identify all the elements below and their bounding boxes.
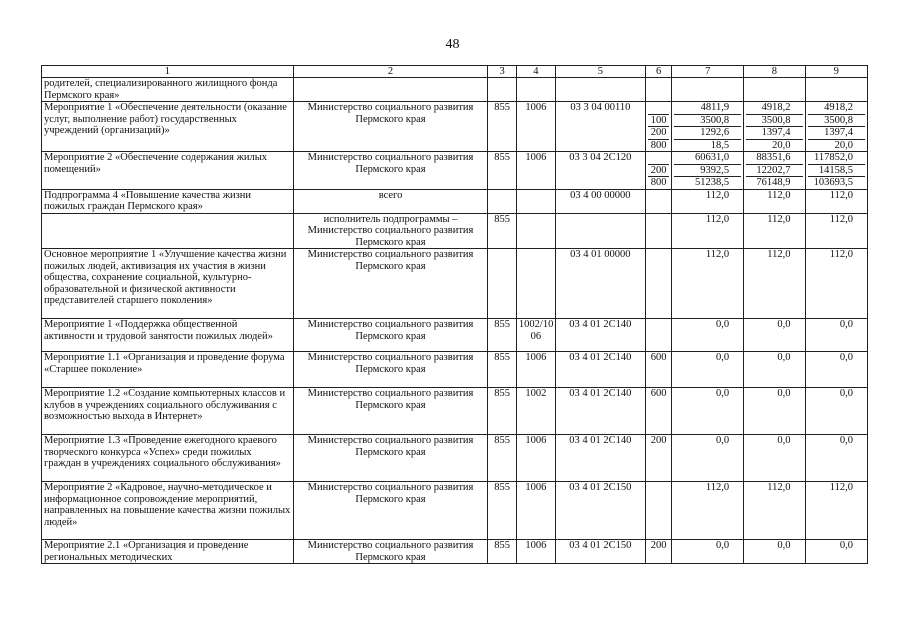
value-line: 3500,8 <box>746 114 802 127</box>
value-line: 103693,5 <box>808 176 865 189</box>
target-article-cell: 03 4 01 2С150 <box>555 482 645 540</box>
value-2019-cell <box>744 388 805 435</box>
value-line <box>648 78 670 90</box>
executor-cell: Министерство социального развития Пермского края <box>293 152 487 190</box>
value-line: 0,0 <box>715 319 730 330</box>
value-line: 112,0 <box>829 189 853 201</box>
activity-name-cell: Мероприятие 1.3 «Проведение ежегодного краевого творческого конкурса «Успех» среди пожилых граждан в учреждениях социального обслуживания» <box>42 435 294 482</box>
value-line: 0,0 <box>839 435 853 446</box>
table-row <box>42 152 868 190</box>
section-code-cell: 1006 <box>516 102 555 152</box>
table-body <box>42 78 868 564</box>
header-cell: 8 <box>744 66 805 78</box>
value-line: 600 <box>650 352 667 363</box>
value-line: 117852,0 <box>814 152 853 163</box>
expense-type-cell <box>645 482 672 540</box>
value-2020-cell <box>805 388 867 435</box>
grbs-code-cell: 855 <box>488 352 517 388</box>
expense-type-cell <box>645 540 672 564</box>
value-2018-cell <box>672 540 744 564</box>
value-line: 0,0 <box>777 352 791 363</box>
executor-cell: Министерство социального развития Пермского края <box>293 249 487 319</box>
value-line: 1397,4 <box>808 126 865 139</box>
grbs-code-cell: 855 <box>488 213 517 249</box>
section-code-cell: 1006 <box>516 540 555 564</box>
grbs-code-cell: 855 <box>488 319 517 352</box>
value-line <box>648 190 670 202</box>
value-2020-cell <box>805 102 867 152</box>
value-line: 0,0 <box>715 388 730 399</box>
target-article-cell <box>555 213 645 249</box>
grbs-code-cell <box>488 189 517 213</box>
page-number: 48 <box>445 37 460 52</box>
value-line: 12202,7 <box>746 164 802 177</box>
section-code-cell <box>516 213 555 249</box>
target-article-cell: 03 4 01 2С140 <box>555 319 645 352</box>
value-line: 3500,8 <box>808 114 865 127</box>
expense-type-cell <box>645 319 672 352</box>
value-2018-cell <box>672 189 744 213</box>
value-line: 0,0 <box>839 388 853 399</box>
value-line: 200 <box>648 126 670 139</box>
activity-name-cell: Мероприятие 1 «Обеспечение деятельности (оказание услуг, выполнение работ) государственных учреждений (организаций)» <box>42 102 294 152</box>
section-code-cell <box>516 78 555 102</box>
value-line: 0,0 <box>839 540 853 551</box>
value-2018-cell <box>672 249 744 319</box>
value-line <box>648 214 670 226</box>
value-line: 800 <box>648 176 670 189</box>
activity-name-cell: Мероприятие 2 «Кадровое, научно-методическое и информационное сопровождение мероприятий, направленных на повышение качества жизни пожилых людей» <box>42 482 294 540</box>
grbs-code-cell: 855 <box>488 388 517 435</box>
executor-cell: Министерство социального развития Пермского края <box>293 482 487 540</box>
value-line: 0,0 <box>715 540 730 551</box>
table-row <box>42 482 868 540</box>
value-line: 112,0 <box>829 482 853 493</box>
executor-cell: Министерство социального развития Пермского края <box>293 319 487 352</box>
activity-name-cell: Основное мероприятие 1 «Улучшение качества жизни пожилых людей, активизация их участия в жизни общества, сохранение социальной, культурно-образовательной и физической активности представителей старшего поколения» <box>42 249 294 319</box>
expense-type-cell <box>645 78 672 102</box>
activity-name-cell: Мероприятие 1.1 «Организация и проведение форума «Старшее поколение» <box>42 352 294 388</box>
table-row <box>42 319 868 352</box>
executor-cell: Министерство социального развития Пермского края <box>293 102 487 152</box>
executor-cell: Министерство социального развития Пермского края <box>293 435 487 482</box>
value-2018-cell <box>672 78 744 102</box>
target-article-cell: 03 4 01 2С140 <box>555 388 645 435</box>
value-line: 4918,2 <box>824 102 853 113</box>
value-2019-cell <box>744 213 805 249</box>
section-code-cell: 1006 <box>516 152 555 190</box>
target-article-cell: 03 4 01 2С140 <box>555 435 645 482</box>
table-row <box>42 78 868 102</box>
value-line: 112,0 <box>767 249 791 260</box>
grbs-code-cell <box>488 78 517 102</box>
value-line: 14158,5 <box>808 164 865 177</box>
value-2018-cell <box>672 388 744 435</box>
table-row <box>42 435 868 482</box>
header-cell: 9 <box>805 66 867 78</box>
header-cell: 2 <box>293 66 487 78</box>
value-line: 0,0 <box>839 352 853 363</box>
grbs-code-cell: 855 <box>488 482 517 540</box>
value-line: 112,0 <box>705 189 730 201</box>
value-line: 112,0 <box>767 189 791 201</box>
executor-cell: исполнитель подпрограммы – Министерство социального развития Пермского края <box>293 213 487 249</box>
value-2018-cell <box>672 102 744 152</box>
activity-name-cell: Мероприятие 1 «Поддержка общественной активности и трудовой занятости пожилых людей» <box>42 319 294 352</box>
value-line: 0,0 <box>777 435 791 446</box>
value-2020-cell <box>805 78 867 102</box>
value-2020-cell <box>805 352 867 388</box>
value-line: 200 <box>650 435 667 446</box>
value-line: 18,5 <box>674 139 741 152</box>
expense-type-cell <box>645 152 672 190</box>
value-line: 100 <box>648 114 670 127</box>
section-code-cell: 1002 <box>516 388 555 435</box>
value-2018-cell <box>672 352 744 388</box>
table-row <box>42 388 868 435</box>
value-2018-cell <box>672 213 744 249</box>
value-line: 200 <box>650 540 667 551</box>
value-line: 112,0 <box>767 213 791 225</box>
value-2019-cell <box>744 249 805 319</box>
value-2019-cell <box>744 152 805 190</box>
value-line: 112,0 <box>829 249 853 260</box>
target-article-cell: 03 4 01 2С150 <box>555 540 645 564</box>
value-line: 600 <box>650 388 667 399</box>
activity-name-cell <box>42 213 294 249</box>
value-line <box>648 319 670 331</box>
activity-name-cell: Подпрограмма 4 «Повышение качества жизни пожилых граждан Пермского края» <box>42 189 294 213</box>
table-row <box>42 352 868 388</box>
target-article-cell: 03 4 00 00000 <box>555 189 645 213</box>
value-line: 112,0 <box>705 482 730 493</box>
table-row <box>42 540 868 564</box>
value-2019-cell <box>744 319 805 352</box>
activity-name-cell: Мероприятие 2.1 «Организация и проведение региональных методических <box>42 540 294 564</box>
value-line: 88351,6 <box>756 152 791 163</box>
executor-cell <box>293 78 487 102</box>
value-line: 112,0 <box>767 482 791 493</box>
value-line: 4811,9 <box>700 102 730 113</box>
header-cell: 3 <box>488 66 517 78</box>
value-line: 51238,5 <box>674 176 741 189</box>
section-code-cell: 1006 <box>516 352 555 388</box>
value-line: 60631,0 <box>694 152 730 163</box>
activity-name-cell: Мероприятие 1.2 «Создание компьютерных классов и клубов в учреждениях социального обслуживания с возможностью выхода в Интернет» <box>42 388 294 435</box>
value-2020-cell <box>805 152 867 190</box>
value-2019-cell <box>744 189 805 213</box>
value-line <box>746 78 802 90</box>
grbs-code-cell: 855 <box>488 540 517 564</box>
value-line: 0,0 <box>777 319 791 330</box>
expense-type-cell <box>645 102 672 152</box>
value-2020-cell <box>805 482 867 540</box>
value-2019-cell <box>744 435 805 482</box>
value-2018-cell <box>672 152 744 190</box>
table-row <box>42 189 868 213</box>
value-2019-cell <box>744 352 805 388</box>
value-2020-cell <box>805 249 867 319</box>
header-cell: 5 <box>555 66 645 78</box>
header-cell: 4 <box>516 66 555 78</box>
value-line <box>648 482 670 494</box>
expense-type-cell <box>645 352 672 388</box>
grbs-code-cell: 855 <box>488 152 517 190</box>
target-article-cell <box>555 78 645 102</box>
value-line: 9392,5 <box>674 164 741 177</box>
value-line <box>648 152 670 164</box>
value-2019-cell <box>744 540 805 564</box>
target-article-cell: 03 3 04 2С120 <box>555 152 645 190</box>
value-line: 20,0 <box>808 139 865 152</box>
value-line <box>674 78 741 90</box>
header-cell: 1 <box>42 66 294 78</box>
expense-type-cell <box>645 213 672 249</box>
value-line: 0,0 <box>777 540 791 551</box>
value-line: 76148,9 <box>746 176 802 189</box>
section-code-cell: 1006 <box>516 482 555 540</box>
table-row <box>42 249 868 319</box>
executor-cell: Министерство социального развития Пермского края <box>293 352 487 388</box>
budget-table <box>41 65 868 564</box>
expense-type-cell <box>645 189 672 213</box>
value-line: 112,0 <box>705 213 730 225</box>
value-line: 20,0 <box>746 139 802 152</box>
value-2019-cell <box>744 102 805 152</box>
target-article-cell: 03 4 01 2С140 <box>555 352 645 388</box>
table-row <box>42 102 868 152</box>
value-line <box>648 249 670 261</box>
value-line: 0,0 <box>839 319 853 330</box>
value-line: 0,0 <box>715 352 730 363</box>
value-line: 0,0 <box>777 388 791 399</box>
activity-name-cell: родителей, специализированного жилищного фонда Пермского края» <box>42 78 294 102</box>
value-2019-cell <box>744 482 805 540</box>
header-cell: 6 <box>645 66 672 78</box>
value-2018-cell <box>672 482 744 540</box>
value-line: 4918,2 <box>761 102 791 113</box>
value-2019-cell <box>744 78 805 102</box>
section-code-cell: 1002/10 06 <box>516 319 555 352</box>
target-article-cell: 03 3 04 00110 <box>555 102 645 152</box>
value-2020-cell <box>805 540 867 564</box>
value-line: 3500,8 <box>674 114 741 127</box>
expense-type-cell <box>645 249 672 319</box>
executor-cell: Министерство социального развития Пермского края <box>293 388 487 435</box>
expense-type-cell <box>645 435 672 482</box>
value-line: 800 <box>648 139 670 152</box>
section-code-cell: 1006 <box>516 435 555 482</box>
value-2018-cell <box>672 435 744 482</box>
section-code-cell <box>516 249 555 319</box>
executor-cell: Министерство социального развития Пермского края <box>293 540 487 564</box>
value-2020-cell <box>805 435 867 482</box>
value-line: 112,0 <box>705 249 730 260</box>
value-line: 1292,6 <box>674 126 741 139</box>
value-2020-cell <box>805 319 867 352</box>
activity-name-cell: Мероприятие 2 «Обеспечение содержания жилых помещений» <box>42 152 294 190</box>
value-line: 1397,4 <box>746 126 802 139</box>
value-2018-cell <box>672 319 744 352</box>
table-row <box>42 213 868 249</box>
grbs-code-cell: 855 <box>488 102 517 152</box>
header-cell: 7 <box>672 66 744 78</box>
executor-cell: всего <box>293 189 487 213</box>
value-line: 200 <box>648 164 670 177</box>
value-2020-cell <box>805 189 867 213</box>
target-article-cell: 03 4 01 00000 <box>555 249 645 319</box>
value-line: 112,0 <box>829 213 853 225</box>
grbs-code-cell: 855 <box>488 435 517 482</box>
expense-type-cell <box>645 388 672 435</box>
value-2020-cell <box>805 213 867 249</box>
section-code-cell <box>516 189 555 213</box>
grbs-code-cell <box>488 249 517 319</box>
value-line <box>808 78 865 90</box>
value-line: 0,0 <box>715 435 730 446</box>
header-row <box>42 66 868 78</box>
value-line <box>648 102 670 114</box>
